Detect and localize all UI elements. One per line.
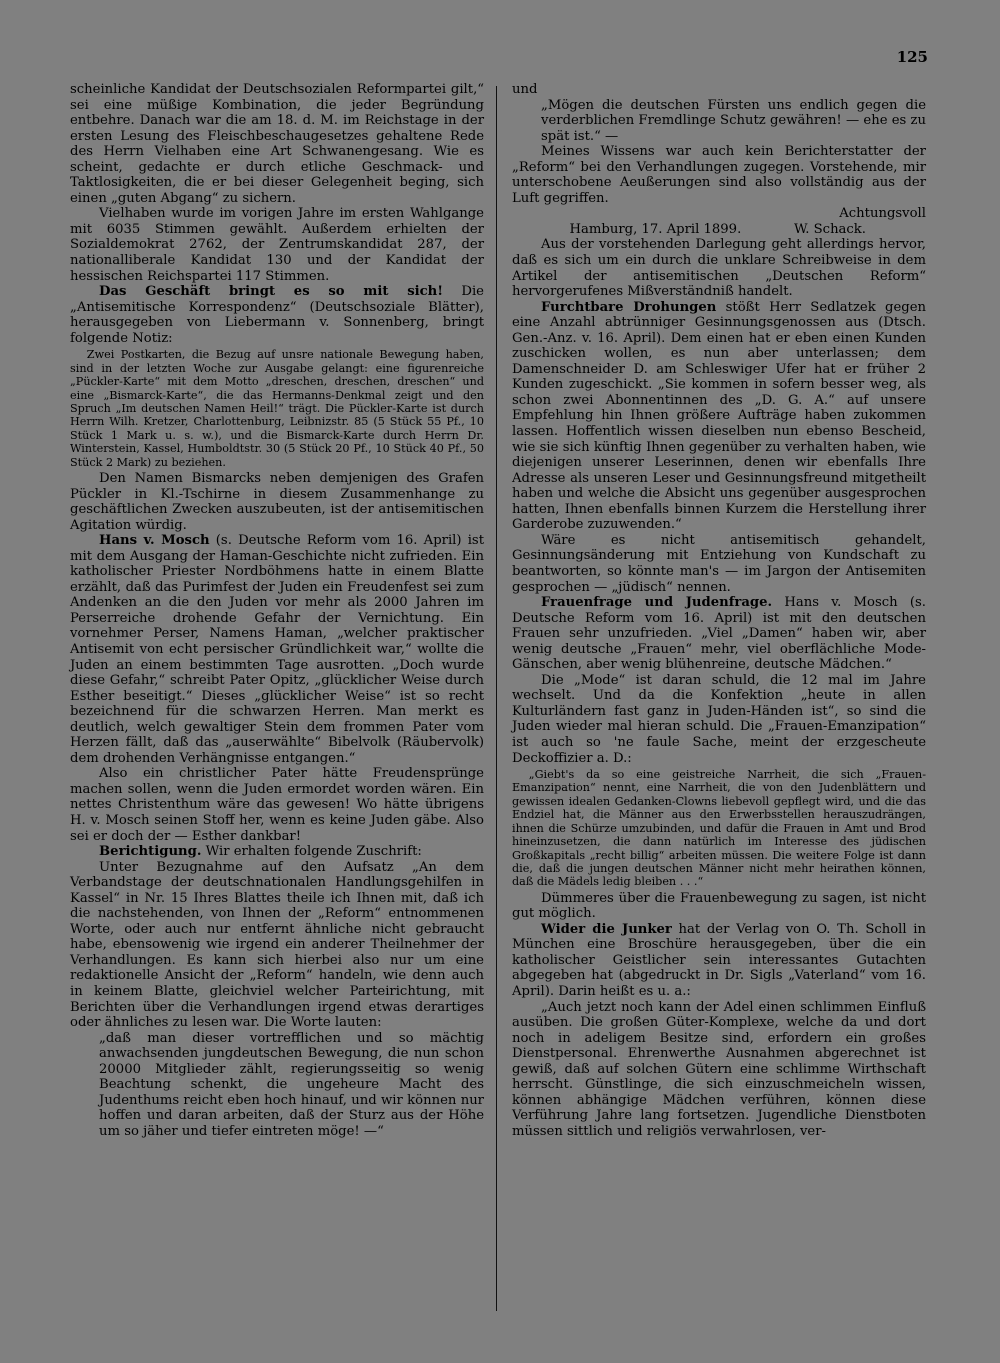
column-divider [496, 86, 497, 1311]
paragraph-text: Meines Wissens war auch kein Berichterstatter der „Reform“ bei den Verhandlungen zugegen. Vorstehende, mir unterschobene Aeußerungen sind also vollständig aus der Luft gegriffen. [512, 144, 926, 206]
article-heading: Berichtigung. [99, 844, 202, 860]
article-heading: Furchtbare Drohungen [541, 299, 717, 315]
paragraph-text: scheinliche Kandidat der Deutschsozialen Reformpartei gilt,“ sei eine müßige Kombination, die jeder Begründung entbehre. Danach war die am 18. d. M. im Reichstage in der ersten Lesung des Fleischbeschaugesetzes gehaltene Rede des Herrn Vielhaben eine Art Schwanengesang. Wie es scheint, gedachte er durch etliche Geschmack- und Taktlosigkeiten, die er bei dieser Gelegenheit beging, sich einen „guten Abgang“ zu sichern. [70, 82, 484, 206]
paragraph [512, 891, 926, 922]
paragraph-text: Achtungsvoll [839, 206, 926, 222]
paragraph [70, 1031, 484, 1140]
paragraph-text: Vielhaben wurde im vorigen Jahre im ersten Wahlgange mit 6035 Stimmen gewählt. Außerdem erhielten der Sozialdemokrat 2762, der Zentrumskandidat 287, der nationalliberale Kandidat 130 und der Kandidat der hessischen Reichspartei 117 Stimmen. [70, 206, 484, 284]
paragraph-text: Aus der vorstehenden Darlegung geht allerdings hervor, daß es sich um ein durch die unklare Schreibweise in dem Artikel der antisemitischen „Deutschen Reform“ hervorgerufenes Mißverständniß handelt. [512, 237, 926, 300]
paragraph [512, 222, 926, 238]
paragraph-text: „Mögen die deutschen Fürsten uns endlich gegen die verderblichen Fremdlinge Schutz gewähren! — ehe es zu spät ist.“ — [541, 97, 926, 144]
article-paragraph [512, 922, 926, 1000]
paragraph [512, 533, 926, 595]
paragraph-text: und [512, 82, 538, 97]
paragraph [512, 673, 926, 766]
paragraph-text: Wäre es nicht antisemitisch gehandelt, Gesinnungsänderung mit Entziehung von Kundschaft zu beantworten, so könnte man's — im Jargon der Antisemiten gesprochen — „jüdisch“ nennen. [512, 532, 926, 595]
paragraph-text: hat der Verlag von O. Th. Scholl in München eine Broschüre herausgegeben, über die ein katholischer Geistlicher sein interessantes Gutachten abgegeben hat (abgedruckt in Dr. Sigls „Vaterland“ vom 16. April). Darin heißt es u. a.: [512, 921, 926, 999]
paragraph [512, 206, 926, 222]
paragraph [70, 860, 484, 1031]
paragraph-text: Den Namen Bismarcks neben demjenigen des Grafen Pückler in Kl.-Tschirne in diesem Zusammenhange zu geschäftlichen Zwecken auszubeuten, ist der antisemitischen Agitation würdig. [70, 470, 484, 533]
paragraph-text: Dümmeres über die Frauenbewegung zu sagen, ist nicht gut möglich. [512, 890, 926, 922]
page-number: 125 [896, 48, 928, 66]
paragraph [512, 144, 926, 206]
paragraph-text: Die „Mode“ ist daran schuld, die 12 mal im Jahre wechselt. Und da die Konfektion „heute in allen Kulturländern fast ganz in Juden-Händen ist“, so sind die Juden wieder mal hieran schuld. Die „Frauen-Emanzipation“ ist auch so 'ne faule Sache, meint der erzgescheute Deckoffizier a. D.: [512, 672, 926, 766]
paragraph [512, 82, 926, 98]
article-heading: Das Geschäft bringt es so mit sich! [99, 284, 444, 300]
paragraph [70, 766, 484, 844]
paragraph-text: Also ein christlicher Pater hätte Freudensprünge machen sollen, wenn die Juden ermordet worden wären. Ein nettes Christenthum wäre das gewesen! Wo hätte übrigens H. v. Mosch seinen Stoff her, wenn es keine Juden gäbe. Also sei er doch der — Esther dankbar! [70, 766, 484, 844]
paragraph [512, 1000, 926, 1140]
paragraph-text: Hans v. Mosch (s. Deutsche Reform vom 16. April) ist mit den deutschen Frauen sehr unzufrieden. „Viel „Damen“ haben wir, aber wenig deutsche „Frauen“ mehr, viel oberflächliche Mode-Gänschen, aber wenig blühenreine, deutsche Mädchen.“ [512, 595, 926, 673]
left-column [70, 82, 484, 1139]
paragraph [70, 206, 484, 284]
article-heading: Wider die Junker [541, 921, 672, 937]
paragraph [512, 98, 926, 145]
paragraph-text: „daß man dieser vortrefflichen und so mächtig anwachsenden jungdeutschen Bewegung, die nun schon 20000 Mitglieder zählt, regierungsseitig so wenig Beachtung schenkt, die ungeheure Macht des Judenthums reicht eben hoch hinauf, und wir können nur hoffen und daran arbeiten, daß der Sturz aus der Höhe um so jäher und tiefer eintreten möge! —“ [99, 1030, 484, 1139]
article-heading: Hans v. Mosch [99, 533, 210, 549]
paragraph [70, 82, 484, 206]
paragraph-text: (s. Deutsche Reform vom 16. April) ist mit dem Ausgang der Haman-Geschichte nicht zufrieden. Ein katholischer Priester Nordböhmens hatte in einem Blatte erzählt, daß das Purimfest der Juden ein Freudenfest sei zum Andenken an die den Juden vor mehr als 2000 Jahren im Perserreiche drohende Gefahr der Vernichtung. Ein vornehmer Perser, Namens Haman, „welcher praktischer Antisemit von echt persischer Gründlichkeit war,“ wollte die Juden an einem bestimmten Tage ausrotten. „Doch wurde diese Gefahr,“ schreibt Pater Opitz, „glücklicher Weise durch Esther beseitigt.“ Dieses „glücklicher Weise“ ist so recht bezeichnend für die schwarzen Herren. Man merkt es deutlich, welch gewaltiger Stein dem frommen Pater vom Herzen fällt, daß das „auserwählte“ Bibelvolk (Räubervolk) dem drohenden Verhängnisse entgangen.“ [70, 533, 485, 766]
article-paragraph [70, 533, 484, 766]
paragraph-text: Zwei Postkarten, die Bezug auf unsre nationale Bewegung haben, sind in der letzten Woche zur Ausgabe gelangt: eine figurenreiche „Pückler-Karte“ mit dem Motto „dreschen, dreschen, dreschen“ und eine „Bismarck-Karte“, die das Hermanns-Denkmal zeigt und den Spruch „Im deutschen Namen Heil!“ trägt. Die Pückler-Karte ist durch Herrn Wilh. Kretzer, Charlottenburg, Leibnizstr. 85 (5 Stück 55 Pf., 10 Stück 1 Mark u. s. w.), und die Bismarck-Karte durch Herrn Dr. Winterstein, Kassel, Humboldtstr. 30 (5 Stück 20 Pf., 10 Stück 40 Pf., 50 Stück 2 Mark) zu beziehen. [70, 348, 484, 469]
article-paragraph [512, 595, 926, 673]
paragraph [70, 348, 484, 469]
paragraph [512, 768, 926, 889]
paragraph-text: stößt Herr Sedlatzek gegen eine Anzahl abtrünniger Gesinnungsgenossen aus (Dtsch. Gen.-Anz. v. 16. April). Dem einen hat er eben einen Kunden zuschicken wollen, es nun aber unterlassen; dem Damenschneider D. am Schleswiger Ufer hat er früher 2 Kunden zugeschickt. „Sie kommen in sofern besser weg, als schon zwei Abonnentinnen des „D. G. A.“ auf unsere Empfehlung hin Ihnen größere Aufträge haben zukommen lassen. Hoffentlich wissen dieselben nun ebenso Bescheid, wie sie sich künftig Ihnen gegenüber zu verhalten haben, wie diejenigen unserer Leserinnen, denen wir ebenfalls Ihre Adresse als unseren Leser und Gesinnungsfreund mitgetheilt haben und welche die Absicht uns gegenüber ausgesprochen hatten, Ihnen ebenfalls binnen Kurzem die Herstellung ihrer Garderobe zuzuwenden.“ [512, 299, 926, 533]
paragraph-text: Wir erhalten folgende Zuschrift: [201, 844, 422, 860]
article-paragraph [512, 300, 926, 533]
right-column [512, 82, 926, 1139]
paragraph [70, 471, 484, 533]
paragraph [512, 237, 926, 299]
article-heading: Frauenfrage und Judenfrage. [541, 595, 773, 611]
paragraph-text: Hamburg, 17. April 1899. W. Schack. [569, 221, 866, 237]
paragraph-text: „Auch jetzt noch kann der Adel einen schlimmen Einfluß ausüben. Die großen Güter-Komplexe, welche da und dort noch in adeligem Besitze sind, erfordern ein großes Dienstpersonal. Ehrenwerthe Ausnahmen abgerechnet ist gewiß, daß auf solchen Gütern eine schlimme Wirthschaft herrscht. Günstlinge, die sich einzuschmeicheln wissen, können abhängige Mädchen verführen, können diese Verführung Jahre lang fortsetzen. Jugendliche Dienstboten müssen sittlich und religiös verwahrlosen, ver- [512, 999, 926, 1139]
article-paragraph [70, 284, 484, 346]
paragraph-text: Unter Bezugnahme auf den Aufsatz „An dem Verbandstage der deutschnationalen Handlungsgehilfen in Kassel“ in Nr. 15 Ihres Blattes theile ich Ihnen mit, daß ich die nachstehenden, von Ihnen der „Reform“ entnommenen Worte, oder auch nur entfernt ähnliche nicht gebraucht habe, ebensowenig wie irgend ein anderer Theilnehmer der Verhandlungen. Es kann sich hierbei also nur um eine redaktionelle Ansicht der „Reform“ handeln, wie denn auch in keinem Blatte, gleichviel welcher Parteirichtung, mit Berichten über die Verhandlungen irgend etwas derartiges oder ähnliches zu lesen war. Die Worte lauten: [70, 859, 484, 1031]
paragraph-text: „Giebt's da so eine geistreiche Narrheit, die sich „Frauen-Emanzipation“ nennt, eine Narrheit, die von den Judenblättern und gewissen idealen Gedanken-Clowns liebevoll gepflegt wird, und die das Endziel hat, die Männer aus den Erwerbsstellen herauszudrängen, ihnen die Schürze umzubinden, und dafür die Frauen in Amt und Brod hineinzusetzen, die dann natürlich im Interesse des jüdischen Großkapitals „recht billig“ arbeiten müssen. Die weitere Folge ist dann die, daß die jungen deutschen Männer nicht mehr heirathen können, daß die Mädels ledig bleiben . . .“ [512, 768, 926, 889]
article-paragraph [70, 844, 484, 860]
paragraph-text: Die „Antisemitische Korrespondenz“ (Deutschsoziale Blätter), herausgegeben von Liebermann v. Sonnenberg, bringt folgende Notiz: [70, 284, 484, 346]
